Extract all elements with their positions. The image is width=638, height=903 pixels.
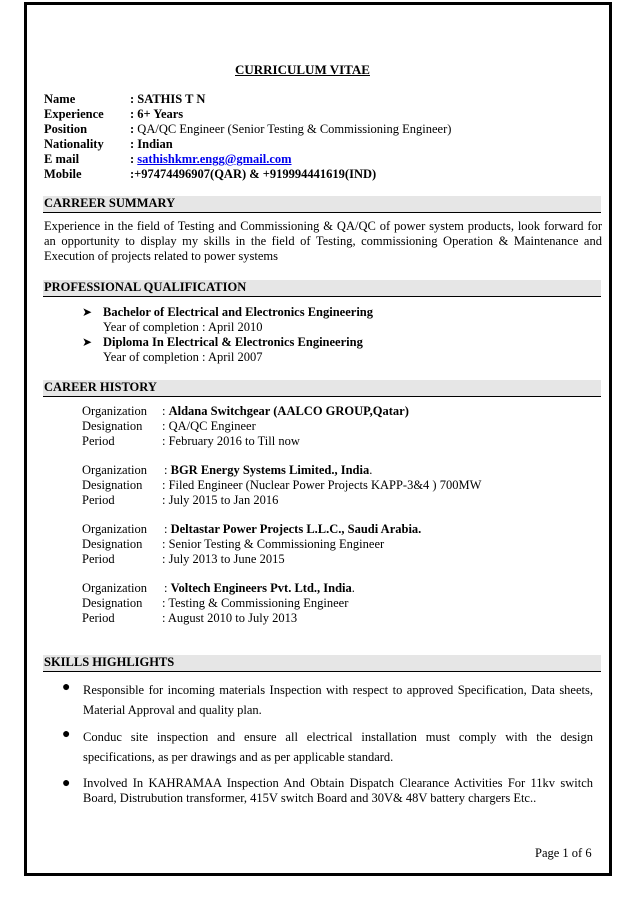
document-title: CURRICULUM VITAE — [235, 62, 370, 77]
mobile-value: :+97474496907(QAR) & +919994441619(IND) — [130, 167, 377, 181]
section-professional-qualification: PROFESSIONAL QUALIFICATION — [43, 280, 601, 297]
summary-text: Experience in the field of Testing and Commissioning & QA/QC of power system products, look forward for an opportunity to display my skills in the field of Testing, commissioning Operation & Maintenance and Execution of projects related to power systems — [44, 219, 602, 263]
nationality-value: : Indian — [130, 137, 173, 151]
position-label: Position — [44, 122, 88, 136]
qualification-year: Year of completion : April 2010 — [103, 320, 263, 334]
email-value: : sathishkmr.engg@gmail.com — [130, 152, 292, 166]
skill-item: Involved In KAHRAMAA Inspection And Obtain Dispatch Clearance Activities For 11kv switch Board, Distrubution transformer, 415V switch Board and 30V& 48V battery chargers Etc.. — [83, 776, 593, 805]
bullet-icon: ● — [62, 776, 71, 791]
position-value: : QA/QC Engineer (Senior Testing & Commissioning Engineer) — [130, 122, 452, 136]
skill-item: Responsible for incoming materials Inspection with respect to approved Specification, Data sheets, Material Approval and quality plan. — [83, 683, 593, 717]
section-career-history: CAREER HISTORY — [43, 380, 601, 397]
name-label: Name — [44, 92, 76, 106]
page-number: Page 1 of 6 — [535, 846, 592, 860]
name-value: : SATHIS T N — [130, 92, 206, 106]
qualification-year: Year of completion : April 2007 — [103, 350, 263, 364]
email-label: E mail — [44, 152, 80, 166]
bullet-icon: ● — [62, 727, 71, 742]
arrow-bullet-icon: ➤ — [82, 305, 93, 319]
arrow-bullet-icon: ➤ — [82, 335, 93, 349]
email-link[interactable]: sathishkmr.engg@gmail.com — [137, 152, 292, 166]
experience-value: : 6+ Years — [130, 107, 184, 121]
section-career-summary: CARREER SUMMARY — [43, 196, 601, 213]
nationality-label: Nationality — [44, 137, 104, 151]
bullet-icon: ● — [62, 680, 71, 695]
section-skills-highlights: SKILLS HIGHLIGHTS — [43, 655, 601, 672]
qualification-degree: Diploma In Electrical & Electronics Engineering — [103, 335, 363, 349]
qualification-degree: Bachelor of Electrical and Electronics Engineering — [103, 305, 373, 319]
mobile-label: Mobile — [44, 167, 82, 181]
skill-item: Conduc site inspection and ensure all electrical installation must comply with the design specifications, as per drawings and as per applicable standard. — [83, 730, 593, 764]
experience-label: Experience — [44, 107, 104, 121]
